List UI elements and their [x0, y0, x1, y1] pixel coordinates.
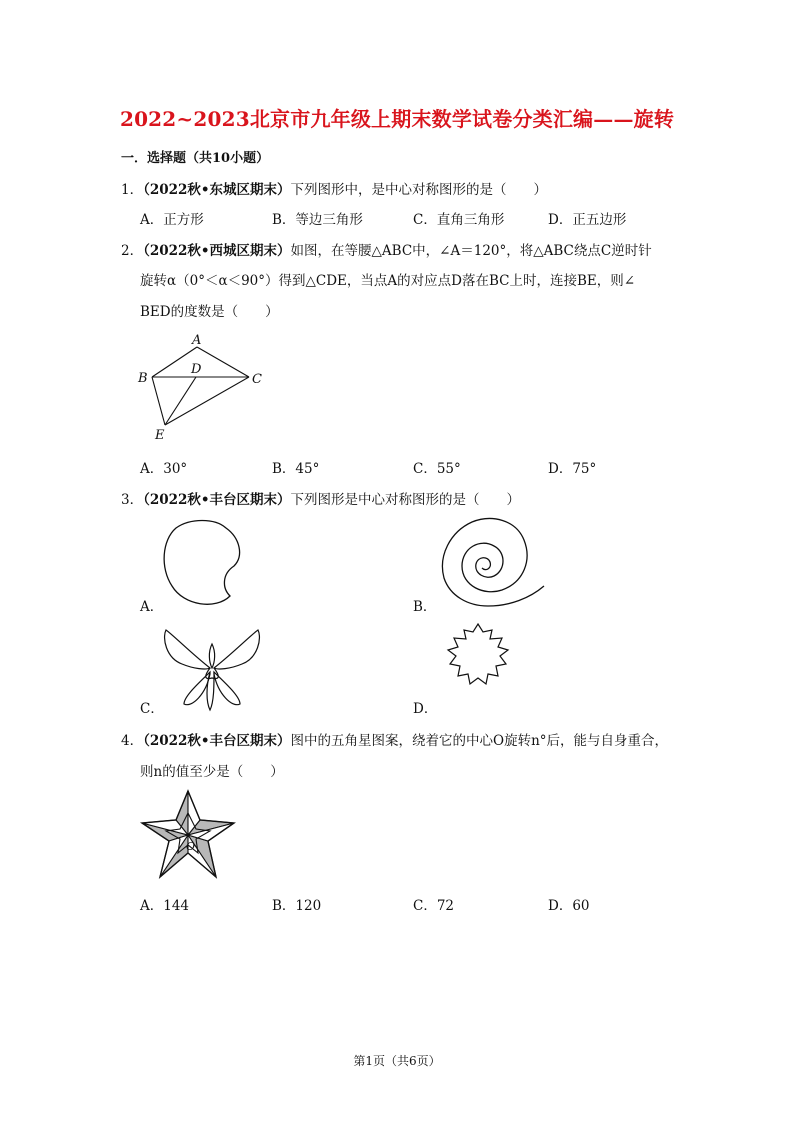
spiral-figure	[432, 510, 552, 610]
q3-option-c-label: C．	[140, 701, 164, 717]
question-text-line1: 图中的五角星图案，绕着它的中心O旋转n°后，能与自身重合，	[290, 733, 669, 749]
question-2-line2: 旋转α（0°＜α＜90°）得到△CDE，当点A的对应点D落在BC上时，连接BE，则∠	[140, 273, 636, 289]
question-number: 1．	[121, 182, 144, 198]
question-number: 2．	[121, 243, 144, 259]
label-c: C	[252, 372, 262, 387]
q3-option-b-label: B．	[413, 599, 437, 615]
question-source: （2022秋•东城区期末）	[143, 182, 291, 198]
question-text-line1: 如图，在等腰△ABC中，∠A＝120°，将△ABC绕点C逆时针	[290, 243, 652, 259]
question-text: 下列图形中，是中心对称图形的是（ ）	[290, 182, 548, 198]
butterfly-figure	[162, 624, 262, 714]
triangle-rotation-figure	[130, 330, 270, 445]
segment-ce	[165, 377, 249, 425]
question-1	[121, 178, 547, 198]
q4-option-a: A．144	[140, 898, 190, 914]
question-number: 4．	[121, 733, 144, 749]
label-e: E	[155, 428, 165, 443]
question-text: 下列图形是中心对称图形的是（ ）	[290, 492, 521, 508]
segment-de	[165, 377, 196, 425]
segment-be	[152, 377, 165, 425]
question-number: 3．	[121, 492, 144, 508]
center-label-o: O	[186, 840, 196, 853]
question-source: （2022秋•丰台区期末）	[143, 492, 291, 508]
question-2	[121, 239, 652, 259]
q2-option-c: C．55°	[413, 461, 461, 477]
koch-snowflake-figure	[436, 620, 521, 700]
q4-option-c: C．72	[413, 898, 455, 914]
five-pointed-star-figure	[138, 787, 238, 882]
question-3	[121, 488, 520, 508]
document-title: 2022~2023北京市九年级上期末数学试卷分类汇编——旋转	[119, 107, 675, 131]
q4-option-d: D．60	[548, 898, 590, 914]
q1-option-d: D．正五边形	[548, 212, 627, 228]
q3-option-d-label: D．	[413, 701, 438, 717]
heart-shape-figure	[160, 518, 245, 608]
page-footer: 第1页（共6页）	[353, 1054, 441, 1068]
q2-option-b: B．45°	[272, 461, 320, 477]
q3-option-a-label: A．	[140, 599, 164, 615]
q1-option-c: C．直角三角形	[413, 212, 505, 228]
label-a: A	[192, 333, 202, 348]
q1-option-a: A．正方形	[140, 212, 204, 228]
q4-option-b: B．120	[272, 898, 322, 914]
section-heading: 一．选择题（共10小题）	[121, 151, 270, 166]
question-source: （2022秋•丰台区期末）	[143, 733, 291, 749]
question-2-line3: BED的度数是（ ）	[140, 304, 279, 320]
label-d: D	[191, 362, 202, 377]
question-4-line2: 则n的值至少是（ ）	[140, 764, 284, 780]
question-4	[121, 729, 668, 749]
question-source: （2022秋•西城区期末）	[143, 243, 291, 259]
q1-option-b: B．等边三角形	[272, 212, 363, 228]
q2-option-a: A．30°	[140, 461, 188, 477]
q2-option-d: D．75°	[548, 461, 597, 477]
segment-ac	[197, 347, 249, 377]
label-b: B	[138, 371, 148, 386]
